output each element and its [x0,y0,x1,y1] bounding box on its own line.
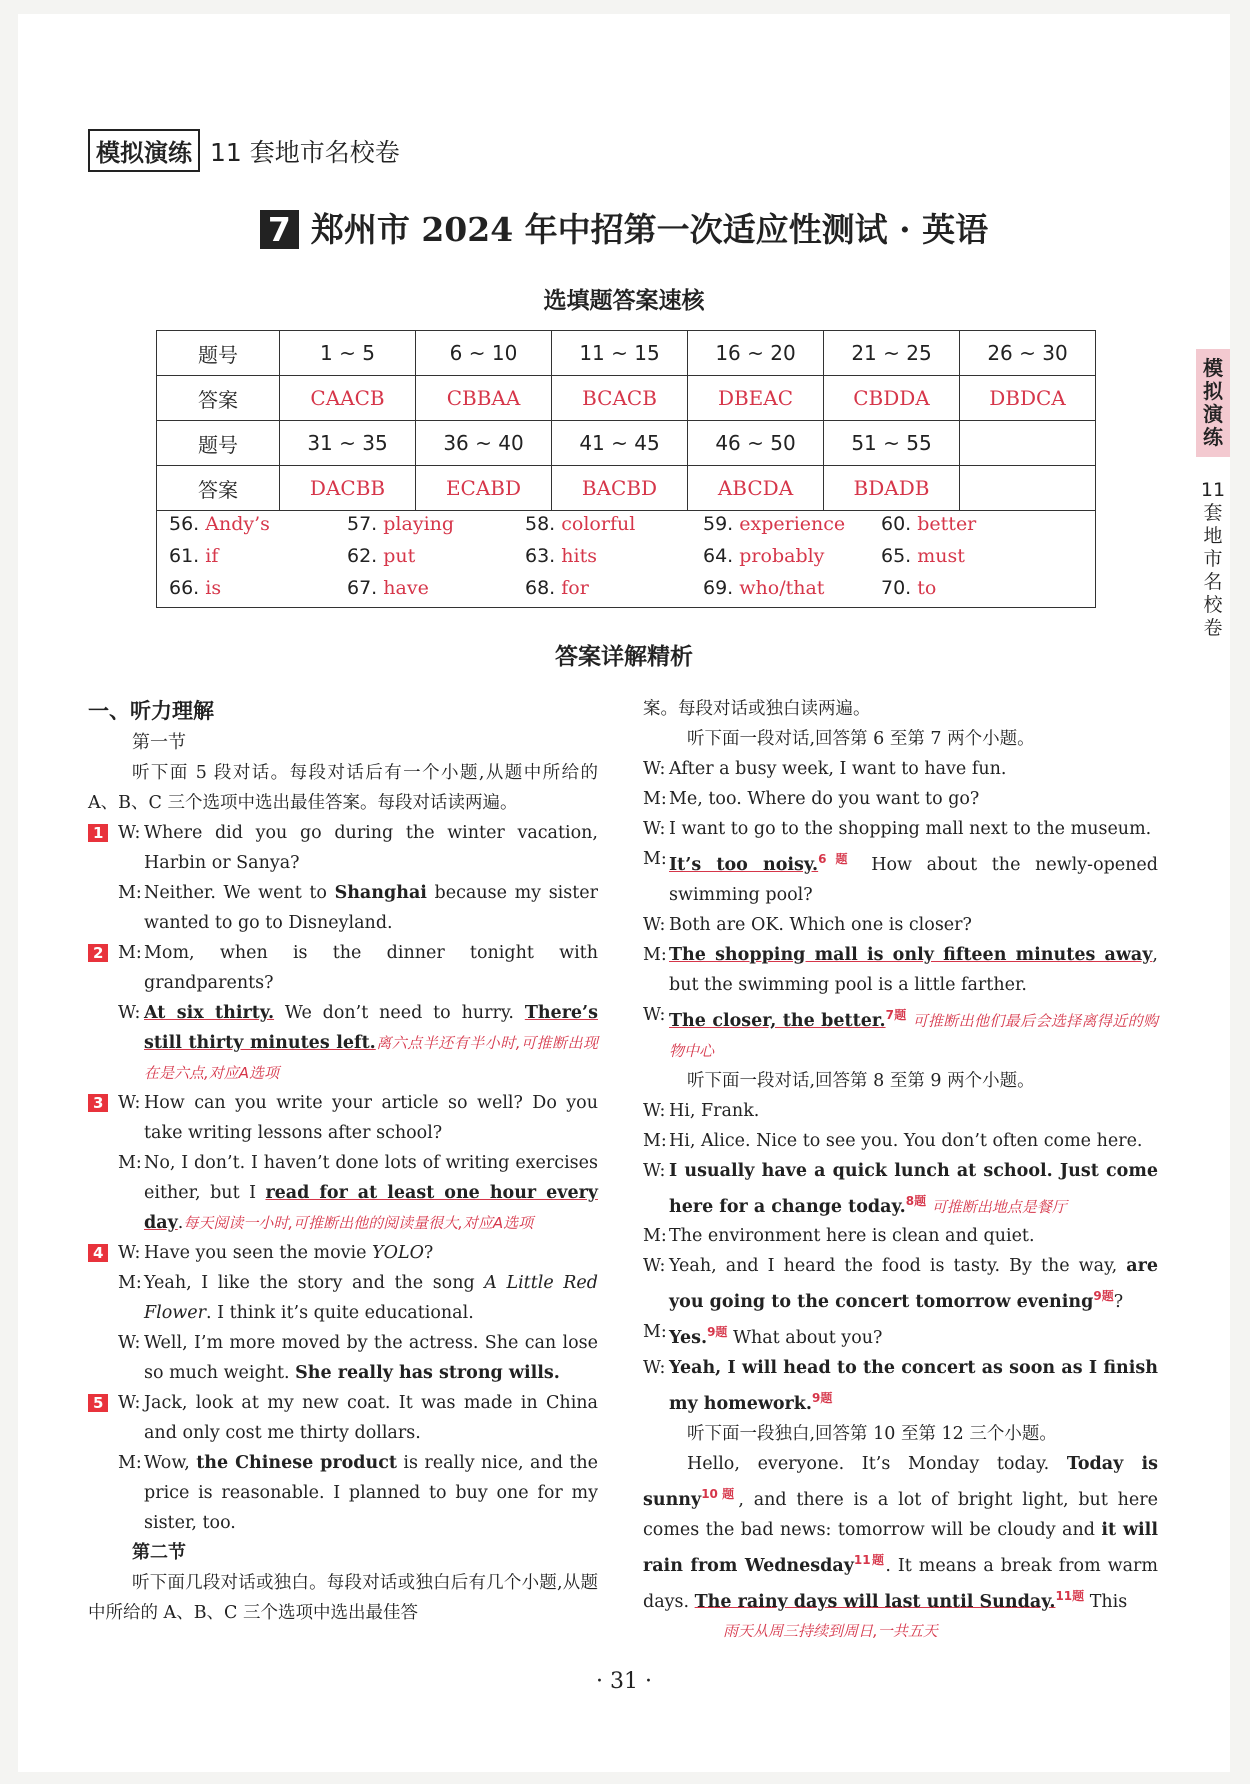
dialogue-2: 2 M: Mom, when is the dinner tonight with grandparents? [88,938,598,998]
monologue: Hello, everyone. It’s Monday today. Today is sunny$^{10题}$, and there is a lot of bright light, but here comes the bad news: tomorrow will be cloudy and it will rain from Wednesday$^{11题}$. It means a break from warm days. The rainy days will last until Sunday.$^{11题}$ This [643,1453,1158,1612]
annotation: 离六点半还有半小时,可推断出现在是六点,对应A选项 [144,1034,598,1082]
series-header [88,129,400,172]
page-number: · 31 · [596,1669,652,1694]
dialogue-3: 3 W: How can you write your article so well? Do you take writing lessons after school? [88,1088,598,1148]
annotation: 可推断出他们最后会选择离得近的购物中心 [669,1011,1158,1060]
dialogue-1: 1 W: Where did you go during the winter vacation, Harbin or Sanya? [88,818,598,878]
table-row [157,376,1096,421]
fill-row [157,572,1095,604]
empty-cell [960,466,1096,511]
fill-item: 56. Andy’s [169,513,270,535]
range-cell: 16 ~ 20 [688,331,824,376]
range-cell: 6 ~ 10 [416,331,552,376]
fill-in-answers [156,508,1096,608]
dialogue-line: M: The shopping mall is only fifteen minutes away, but the swimming pool is a little farther. [643,944,1158,995]
instructions: 听下面几段对话或独白。每段对话或独白后有几个小题,从题中所给的 A、B、C 三个选项中选出最佳答 [88,1573,598,1623]
fill-item: 62. put [347,545,416,567]
question-number: 2 [88,944,108,962]
fill-item: 65. must [881,545,965,567]
section-heading: 第一节 [132,732,186,753]
side-tag: 模拟演练 [1196,349,1230,457]
side-text: 11套地市名校卷 [1200,479,1226,639]
annotation: 每天阅读一小时,可推断出他的阅读量很大,对应A选项 [183,1214,534,1232]
annotation: 可推断出地点是餐厅 [931,1197,1067,1216]
answer-cell: CBBAA [416,376,552,421]
fill-row [157,540,1095,572]
page [18,14,1230,1772]
dialogue-line: W: The closer, the better.$^{7题}$ 可推断出他们最后会选择离得近的购物中心 [643,1004,1158,1060]
dialogue-line: W: Yeah, and I heard the food is tasty. By the way, are you going to the concert tomorrow evening$^{9题}$? [643,1256,1158,1313]
section-heading: 第二节 [132,1542,186,1563]
dialogue-line: M: Wow, the Chinese product is really nice, and the price is reasonable. I planned to buy one for my sister, too. [118,1453,598,1533]
dialogue-line: M: Yes.$^{9题}$ What about you? [643,1322,883,1349]
instructions: 听下面一段对话,回答第 8 至第 9 两个小题。 [687,1070,1035,1091]
answer-table-heading: 选填题答案速核 [543,288,705,314]
row-label: 答案 [157,376,280,421]
fill-item: 68. for [525,577,589,599]
answer-cell: ABCDA [688,466,824,511]
range-cell: 26 ~ 30 [960,331,1096,376]
dialogue-line: M: It’s too noisy.$^{6题}$ How about the newly-opened swimming pool? [643,849,1158,905]
series-name: 11 套地市名校卷 [210,137,400,167]
fill-item: 70. to [881,577,937,599]
part-heading: 一、听力理解 [88,699,214,723]
instructions-cont: 案。每段对话或独白读两遍。 [643,699,871,719]
answer-cell: ECABD [416,466,552,511]
question-number: 1 [88,824,108,842]
fill-item: 64. probably [703,545,825,567]
question-number: 4 [88,1244,108,1262]
table-row [157,331,1096,376]
left-column [88,694,598,1628]
fill-row [157,508,1095,540]
answer-cell: DACBB [280,466,416,511]
answer-cell: BDADB [824,466,960,511]
dialogue-line: W: Both are OK. Which one is closer? [643,914,972,935]
fill-item: 67. have [347,577,429,599]
right-column [643,694,1158,1646]
instructions: 听下面一段对话,回答第 6 至第 7 两个小题。 [687,729,1035,749]
range-cell: 21 ~ 25 [824,331,960,376]
dialogue-line: M: No, I don’t. I haven’t done lots of writing exercises either, but I read for at least one hour every day.每天阅读一小时,可推断出他的阅读量很大,对应A选项 [118,1153,598,1233]
fill-item: 57. playing [347,513,455,535]
dialogue-4: 4 W: Have you seen the movie YOLO? [88,1238,598,1268]
answer-table [156,330,1096,511]
range-cell: 11 ~ 15 [552,331,688,376]
dialogue-line: W: I want to go to the shopping mall next to the museum. [643,819,1152,839]
question-number: 3 [88,1094,108,1112]
table-row [157,421,1096,466]
dialogue-line: W: After a busy week, I want to have fun. [643,759,1007,779]
row-label: 题号 [157,331,280,376]
answer-cell: CBDDA [824,376,960,421]
dialogue-line: W: Well, I’m more moved by the actress. She can lose so much weight. She really has strong wills. [118,1333,598,1383]
dialogue-line: W: I usually have a quick lunch at school. Just come here for a change today.$^{8题}$ 可推断出地点是餐厅 [643,1160,1158,1217]
paper-number: 7 [260,210,299,249]
fill-item: 66. is [169,577,222,599]
dialogue-line: W: Hi, Frank. [643,1100,760,1121]
row-label: 答案 [157,466,280,511]
dialogue-5: 5 W: Jack, look at my new coat. It was made in China and only cost me thirty dollars. [88,1388,598,1448]
range-cell: 51 ~ 55 [824,421,960,466]
answer-cell: DBDCA [960,376,1096,421]
range-cell: 41 ~ 45 [552,421,688,466]
range-cell: 36 ~ 40 [416,421,552,466]
answer-cell: CAACB [280,376,416,421]
dialogue-line: M: The environment here is clean and quiet. [643,1226,1035,1247]
annotation: 雨天从周三持续到周日,一共五天 [723,1622,938,1641]
dialogue-line: W: Yeah, I will head to the concert as soon as I finish my homework.$^{9题}$ [643,1358,1158,1414]
answer-cell: DBEAC [688,376,824,421]
empty-cell [960,421,1096,466]
range-cell: 46 ~ 50 [688,421,824,466]
range-cell: 1 ~ 5 [280,331,416,376]
dialogue-line: M: Yeah, I like the story and the song A Little Red Flower. I think it’s quite educational. [118,1273,598,1323]
paper-title [18,204,1230,251]
fill-item: 59. experience [703,513,846,535]
series-tag: 模拟演练 [88,129,200,172]
fill-item: 69. who/that [703,577,825,599]
dialogue-line: M: Hi, Alice. Nice to see you. You don’t often come here. [643,1130,1143,1151]
answer-cell: BACBD [552,466,688,511]
fill-item: 63. hits [525,545,597,567]
instructions: 听下面一段独白,回答第 10 至第 12 三个小题。 [687,1423,1057,1444]
dialogue-line: W: At six thirty. We don’t need to hurry. There’s still thirty minutes left.离六点半还有半小时,可推断出现在是六点,对应A选项 [118,1003,598,1082]
row-label: 题号 [157,421,280,466]
instructions: 听下面 5 段对话。每段对话后有一个小题,从题中所给的 A、B、C 三个选项中选出最佳答案。每段对话读两遍。 [88,763,598,813]
question-number: 5 [88,1394,108,1412]
answer-cell: BCACB [552,376,688,421]
fill-item: 58. colorful [525,513,636,535]
fill-item: 60. better [881,513,977,535]
fill-item: 61. if [169,545,219,567]
side-tab [1196,349,1230,640]
paper-title-text: 郑州市 2024 年中招第一次适应性测试 · 英语 [310,210,989,249]
range-cell: 31 ~ 35 [280,421,416,466]
dialogue-line: M: Neither. We went to Shanghai because my sister wanted to go to Disneyland. [118,883,599,933]
dialogue-line: M: Me, too. Where do you want to go? [643,789,980,809]
table-row [157,466,1096,511]
explain-heading: 答案详解精析 [555,644,693,670]
